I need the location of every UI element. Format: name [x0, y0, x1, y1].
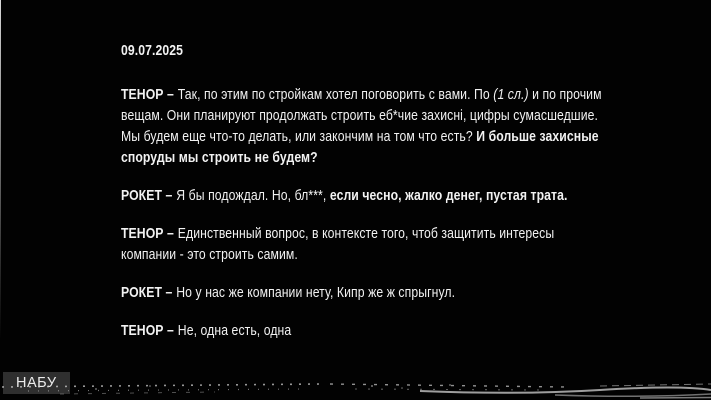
message-text: Но у нас же компании нету, Кипр же ж спрыгнул.	[176, 284, 456, 301]
speaker-label: РОКЕТ –	[121, 284, 173, 301]
speaker-label: ТЕНОР –	[121, 322, 174, 339]
message-text: Я бы подождал. Но, бл***,	[176, 187, 330, 204]
transcript-message	[121, 320, 602, 341]
grunge-texture	[0, 378, 711, 400]
message-text: и по прочим вещам. Они планируют продолжать строить еб*чие захисні, цифры сумасшедшие. Мы будем еще что-то делать, или закончим на том что есть?	[121, 86, 602, 145]
nabu-watermark-badge: НАБУ	[3, 372, 70, 394]
transcript-message	[121, 185, 602, 206]
left-edge-highlight	[0, 0, 1, 340]
message-text-bold: если чесно, жалко денег, пустая трата.	[329, 187, 568, 204]
message-text: Не, одна есть, одна	[177, 322, 292, 339]
transcript-panel	[121, 40, 602, 358]
message-text-bold: И больше захисные споруды мы строить не будем?	[121, 128, 599, 166]
transcript-message	[121, 223, 602, 265]
speaker-label: ТЕНОР –	[121, 86, 174, 103]
speaker-label: ТЕНОР –	[121, 225, 174, 242]
message-text: Единственный вопрос, в контексте того, чтоб защитить интересы компании - это строить самим.	[121, 225, 555, 263]
transcript-message	[121, 84, 602, 168]
message-text: Так, по этим по стройкам хотел поговорить с вами. По	[177, 86, 494, 103]
message-text-italic: (1 сл.)	[493, 86, 529, 103]
transcript-message	[121, 282, 602, 303]
speaker-label: РОКЕТ –	[121, 187, 173, 204]
transcript-date: 09.07.2025	[121, 42, 184, 59]
